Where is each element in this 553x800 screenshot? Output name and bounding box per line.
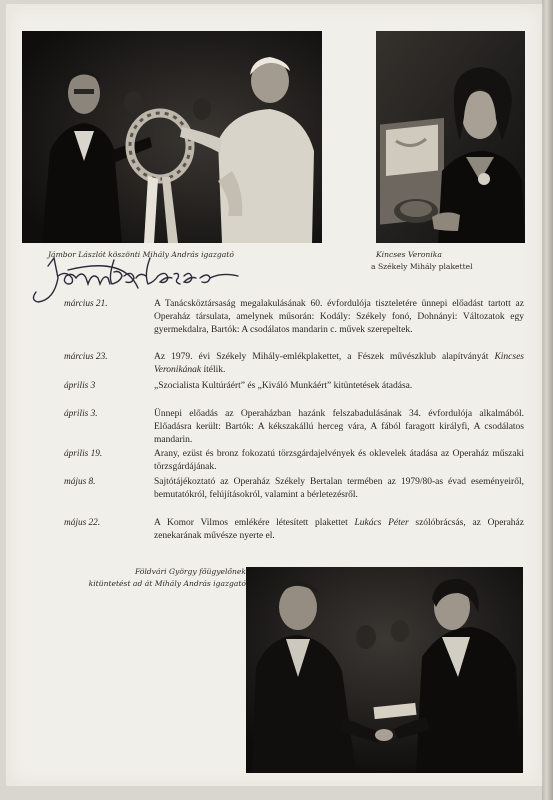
caption-bottom-left-line2: kitüntetést ad át Mihály András igazgató [88, 579, 246, 588]
event-date: április 3. [64, 409, 98, 419]
event-text-main: Arany, ezüst és bronz fokozatú törzsgárdajelvények és oklevelek átadása az Operaház műszaki törzsgárdájának. [154, 449, 524, 473]
event-text [154, 517, 524, 543]
event-text-italic: Lukács Péter [354, 518, 409, 528]
event-text [154, 380, 524, 393]
event-date: április 19. [64, 449, 103, 459]
photo-illustration [22, 31, 322, 243]
photo-award-handover [246, 567, 523, 773]
photo-illustration [246, 567, 523, 773]
caption-top-right-line1: Kincses Veronika [376, 250, 442, 259]
event-date: március 21. [64, 299, 108, 309]
event-text [154, 476, 524, 502]
caption-top-left: Jámbor Lászlót köszönti Mihály András igazgató [48, 250, 234, 259]
photo-award-ceremony [22, 31, 322, 243]
event-text [154, 298, 524, 338]
event-date: március 23. [64, 352, 108, 362]
event-text-main: Sajtótájékoztató az Operaház Székely Bertalan termében az 1979/80-as évad eseményeiről, bemutatókról, felújításokról, valamint a bérletezésről. [154, 477, 524, 501]
book-spine [542, 0, 553, 800]
event-text-main: „Szocialista Kultúráért” és „Kiváló Munkáért” kitüntetések átadása. [154, 381, 413, 391]
caption-bottom-left-line1: Földvári György főügyelőnek [134, 567, 246, 576]
event-text-end: szólóbrácsás, az Operaház zenekarának művésze nyerte el. [154, 518, 524, 542]
event-date: május 22. [64, 518, 101, 528]
event-text-main: Az 1979. évi Székely Mihály-emlékplakettet, a Fészek művészklub alapítványát [154, 352, 495, 362]
document-page [6, 4, 543, 786]
photo-illustration [376, 31, 525, 243]
event-date: május 8. [64, 477, 96, 487]
event-text [154, 351, 524, 377]
event-text-italic: Kincses Veronikának [154, 352, 524, 376]
event-text [154, 408, 524, 448]
photo-kincses-veronika [376, 31, 525, 243]
event-text-main: A Tanácsköztársaság megalakulásának 60. évfordulója tiszteletére ünnepi előadást tartott az Operaház társulata, amelynek műsorán: Kodály: Székely fonó, Dohnányi: Változatok egy gyermekdalra, Bartók: A csodálatos mandarin c. művek szerepeltek. [154, 299, 524, 336]
event-text-main: Ünnepi előadás az Operaházban hazánk felszabadulásának 34. évfordulója alkalmából. Előadásra került: Bartók: A kékszakállú herceg vára, A fából faragott királyfi, A csodálatos mandarin. [154, 409, 524, 446]
event-text [154, 448, 524, 474]
caption-top-right-line2: a Székely Mihály plakettel [371, 262, 473, 271]
event-text-main: A Komor Vilmos emlékére létesített plakettet [154, 518, 355, 528]
event-date: április 3 [64, 381, 96, 391]
event-text-end: ítélik. [201, 365, 226, 376]
